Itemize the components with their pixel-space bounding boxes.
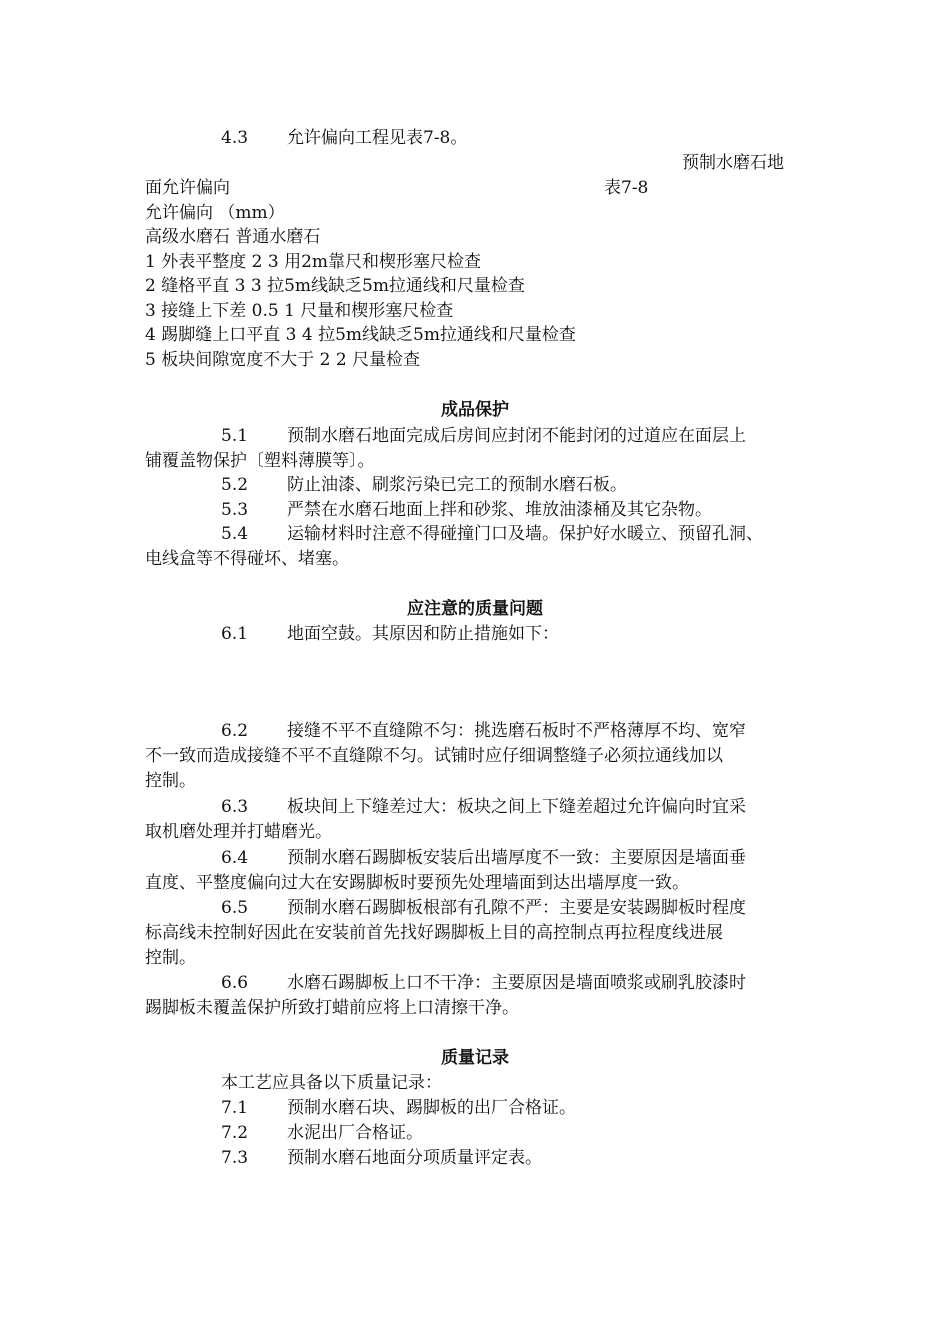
item-text-continued: 控制。 (145, 771, 196, 791)
table-row: 高级水磨石 普通水磨石 (145, 227, 321, 247)
section-heading-quality-issues: 应注意的质量问题 (407, 599, 543, 619)
item-text: 地面空鼓。其原因和防止措施如下： (287, 624, 559, 644)
item-text-continued: 取机磨处理并打蜡磨光。 (145, 822, 332, 842)
item-number: 7.2 (221, 1123, 249, 1143)
item-text: 预制水磨石地面完成后房间应封闭不能封闭的过道应在面层上 (287, 426, 746, 446)
item-text: 水磨石踢脚板上口不干净：主要原因是墙面喷浆或刷乳胶漆时 (287, 973, 746, 993)
item-text-continued: 控制。 (145, 948, 196, 968)
item-number: 6.1 (221, 624, 249, 644)
item-text: 预制水磨石踢脚板根部有孔隙不严：主要是安装踢脚板时程度 (287, 898, 746, 918)
table-row: 允许偏向 （mm） (145, 203, 285, 223)
item-6-6 (221, 971, 746, 995)
item-7-2 (221, 1121, 423, 1145)
item-5-3 (221, 498, 712, 522)
item-number: 4.3 (221, 128, 249, 148)
table-row: 2 缝格平直 3 3 拉5m线缺乏5m拉通线和尺量检查 (145, 276, 525, 296)
item-5-2 (221, 473, 627, 497)
table-caption-left: 面允许偏向 (145, 178, 230, 198)
item-text: 水泥出厂合格证。 (287, 1123, 423, 1143)
item-number: 7.1 (221, 1098, 249, 1118)
item-7-3 (221, 1146, 542, 1170)
table-row: 3 接缝上下差 0.5 1 尺量和楔形塞尺检查 (145, 301, 454, 321)
section-heading-product-protection: 成品保护 (441, 400, 509, 420)
item-number: 6.5 (221, 898, 249, 918)
item-text-continued: 直度、平整度偏向过大在安踢脚板时要预先处理墙面到达出墙厚度一致。 (145, 873, 689, 893)
item-5-1 (221, 424, 746, 448)
item-number: 5.4 (221, 524, 249, 544)
item-text-continued: 踢脚板未覆盖保护所致打蜡前应将上口清擦干净。 (145, 998, 519, 1018)
item-6-3 (221, 795, 746, 819)
item-number: 7.3 (221, 1148, 249, 1168)
item-text-continued: 不一致而造成接缝不平不直缝隙不匀。试铺时应仔细调整缝子必须拉通线加以 (145, 746, 723, 766)
table-number: 表7-8 (604, 178, 649, 198)
item-7-1 (221, 1096, 576, 1120)
item-text: 运输材料时注意不得碰撞门口及墙。保护好水暖立、预留孔洞、 (287, 524, 763, 544)
item-6-4 (221, 846, 746, 870)
table-caption-right: 预制水磨石地 (682, 153, 784, 173)
table-row: 1 外表平整度 2 3 用2m靠尺和楔形塞尺检查 (145, 252, 481, 272)
item-text: 预制水磨石块、踢脚板的出厂合格证。 (287, 1098, 576, 1118)
item-number: 6.2 (221, 721, 249, 741)
item-text: 预制水磨石踢脚板安装后出墙厚度不一致：主要原因是墙面垂 (287, 848, 746, 868)
item-text: 接缝不平不直缝隙不匀：挑选磨石板时不严格薄厚不均、宽窄 (287, 721, 746, 741)
item-text-continued: 电线盒等不得碰坏、堵塞。 (145, 549, 349, 569)
item-number: 6.6 (221, 973, 249, 993)
item-text: 允许偏向工程见表7-8。 (287, 128, 468, 148)
table-row: 4 踢脚缝上口平直 3 4 拉5m线缺乏5m拉通线和尺量检查 (145, 325, 576, 345)
item-number: 6.3 (221, 797, 249, 817)
item-5-4 (221, 522, 763, 546)
item-text: 严禁在水磨石地面上拌和砂浆、堆放油漆桶及其它杂物。 (287, 500, 712, 520)
item-text: 板块间上下缝差过大：板块之间上下缝差超过允许偏向时宜采 (287, 797, 746, 817)
section-intro: 本工艺应具备以下质量记录： (221, 1073, 442, 1093)
item-6-5 (221, 896, 746, 920)
item-text: 预制水磨石地面分项质量评定表。 (287, 1148, 542, 1168)
item-text-continued: 标高线未控制好因此在安装前首先找好踢脚板上目的高控制点再拉程度线进展 (145, 923, 723, 943)
item-text: 防止油漆、刷浆污染已完工的预制水磨石板。 (287, 475, 627, 495)
item-number: 6.4 (221, 848, 249, 868)
item-4-3 (221, 126, 467, 150)
table-row: 5 板块间隙宽度不大于 2 2 尺量检查 (145, 350, 421, 370)
item-number: 5.1 (221, 426, 249, 446)
item-6-2 (221, 719, 746, 743)
item-number: 5.2 (221, 475, 249, 495)
item-number: 5.3 (221, 500, 249, 520)
section-heading-quality-records: 质量记录 (441, 1048, 509, 1068)
item-6-1-line (221, 622, 559, 646)
item-text-continued: 铺覆盖物保护〔塑料薄膜等〕。 (145, 451, 375, 471)
